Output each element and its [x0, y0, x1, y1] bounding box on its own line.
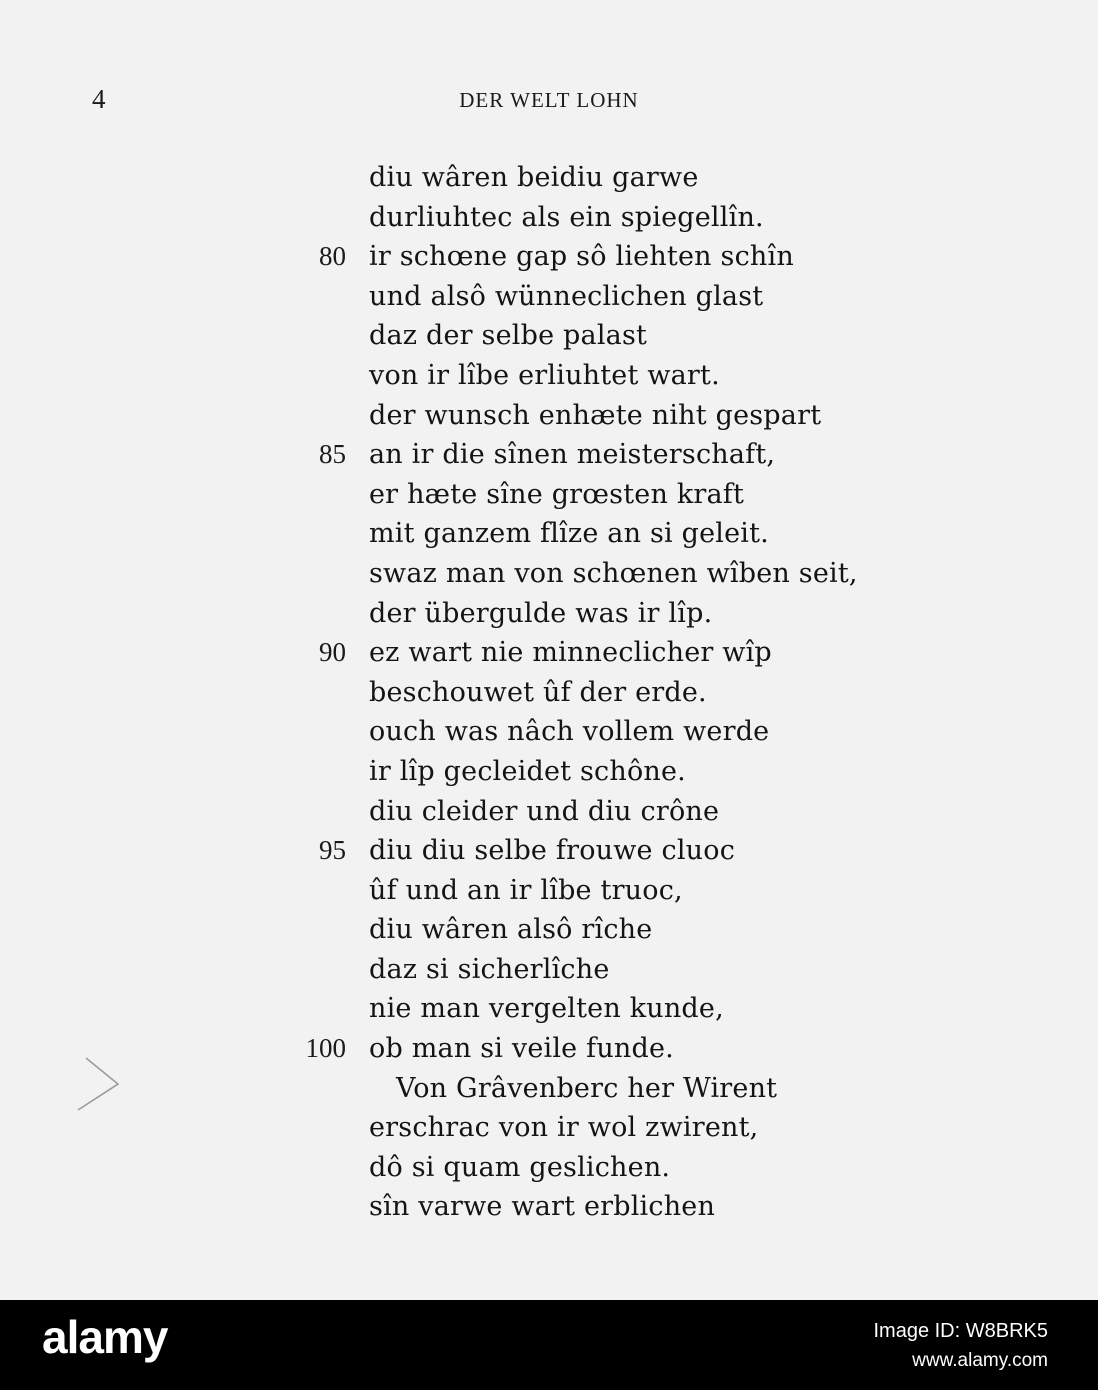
watermark-bar [0, 1300, 1098, 1390]
line-text: und alsô wünneclichen glast [369, 280, 764, 312]
margin-pencil-mark [74, 1056, 122, 1114]
poem-line [0, 198, 1098, 238]
line-text: nie man vergelten kunde, [369, 993, 724, 1025]
line-number: 85 [319, 439, 346, 470]
poem-line [0, 158, 1098, 198]
poem-line [0, 950, 1098, 990]
line-text: Von Grâvenberc her Wirent [396, 1072, 778, 1104]
line-text: er hæte sîne grœsten kraft [369, 478, 745, 510]
poem-line [0, 752, 1098, 792]
poem-line [0, 554, 1098, 594]
poem-line [0, 871, 1098, 911]
poem-line [0, 1108, 1098, 1148]
poem-line [0, 831, 1098, 871]
poem-line [0, 910, 1098, 950]
line-text: diu cleider und diu crône [369, 795, 720, 827]
line-text: ob man si veile funde. [369, 1033, 674, 1065]
poem-line [0, 237, 1098, 277]
line-text: swaz man von schœnen wîben seit, [369, 557, 858, 589]
line-number: 80 [319, 241, 346, 272]
line-text: diu wâren beidiu garwe [369, 162, 699, 193]
line-text: dô si quam geslichen. [369, 1151, 671, 1183]
site-url: www.alamy.com [912, 1350, 1048, 1371]
line-number: 100 [305, 1033, 346, 1064]
line-text: der wunsch enhæte niht gespart [369, 399, 822, 431]
line-text: der übergulde was ir lîp. [369, 597, 713, 629]
poem-line [0, 396, 1098, 436]
poem-line [0, 989, 1098, 1029]
poem-line [0, 356, 1098, 396]
line-text: an ir die sînen meisterschaft, [369, 439, 776, 471]
page-number: 4 [92, 84, 106, 114]
poem-line [0, 633, 1098, 673]
poem-line [0, 514, 1098, 554]
poem-line [0, 1187, 1098, 1227]
line-text: ez wart nie minneclicher wîp [369, 637, 772, 669]
poem-line [0, 1029, 1098, 1069]
poem-line [0, 712, 1098, 752]
poem-line [0, 1069, 1098, 1109]
line-number: 90 [319, 637, 346, 668]
line-text: diu wâren alsô rîche [369, 914, 653, 946]
line-text: daz si sicherlîche [369, 953, 610, 985]
line-text: diu diu selbe frouwe cluoc [369, 835, 736, 867]
poem-line [0, 594, 1098, 634]
poem-line [0, 1148, 1098, 1188]
line-text: ir schœne gap sô liehten schîn [369, 241, 794, 273]
line-number: 95 [319, 835, 346, 866]
brand-logo: alamy [42, 1311, 168, 1363]
poem-line [0, 316, 1098, 356]
poem-line [0, 435, 1098, 475]
poem-line [0, 673, 1098, 713]
line-text: ûf und an ir lîbe truoc, [369, 874, 683, 906]
line-text: ouch was nâch vollem werde [369, 716, 770, 748]
line-text: durliuhtec als ein spiegellîn. [369, 201, 764, 233]
poem-line [0, 792, 1098, 832]
poem-line [0, 277, 1098, 317]
line-text: von ir lîbe erliuhtet wart. [369, 359, 720, 391]
line-text: erschrac von ir wol zwirent, [369, 1112, 759, 1144]
line-text: ir lîp gecleidet schône. [369, 755, 686, 787]
line-text: beschouwet ûf der erde. [369, 676, 707, 708]
line-text: sîn varwe wart erblichen [369, 1191, 716, 1223]
running-head: DER WELT LOHN [459, 88, 639, 112]
poem-text [0, 158, 1098, 1227]
image-id-label: Image ID: W8BRK5 [873, 1320, 1048, 1342]
line-text: mit ganzem flîze an si geleit. [369, 518, 769, 550]
poem-line [0, 475, 1098, 515]
line-text: daz der selbe palast [369, 320, 648, 352]
